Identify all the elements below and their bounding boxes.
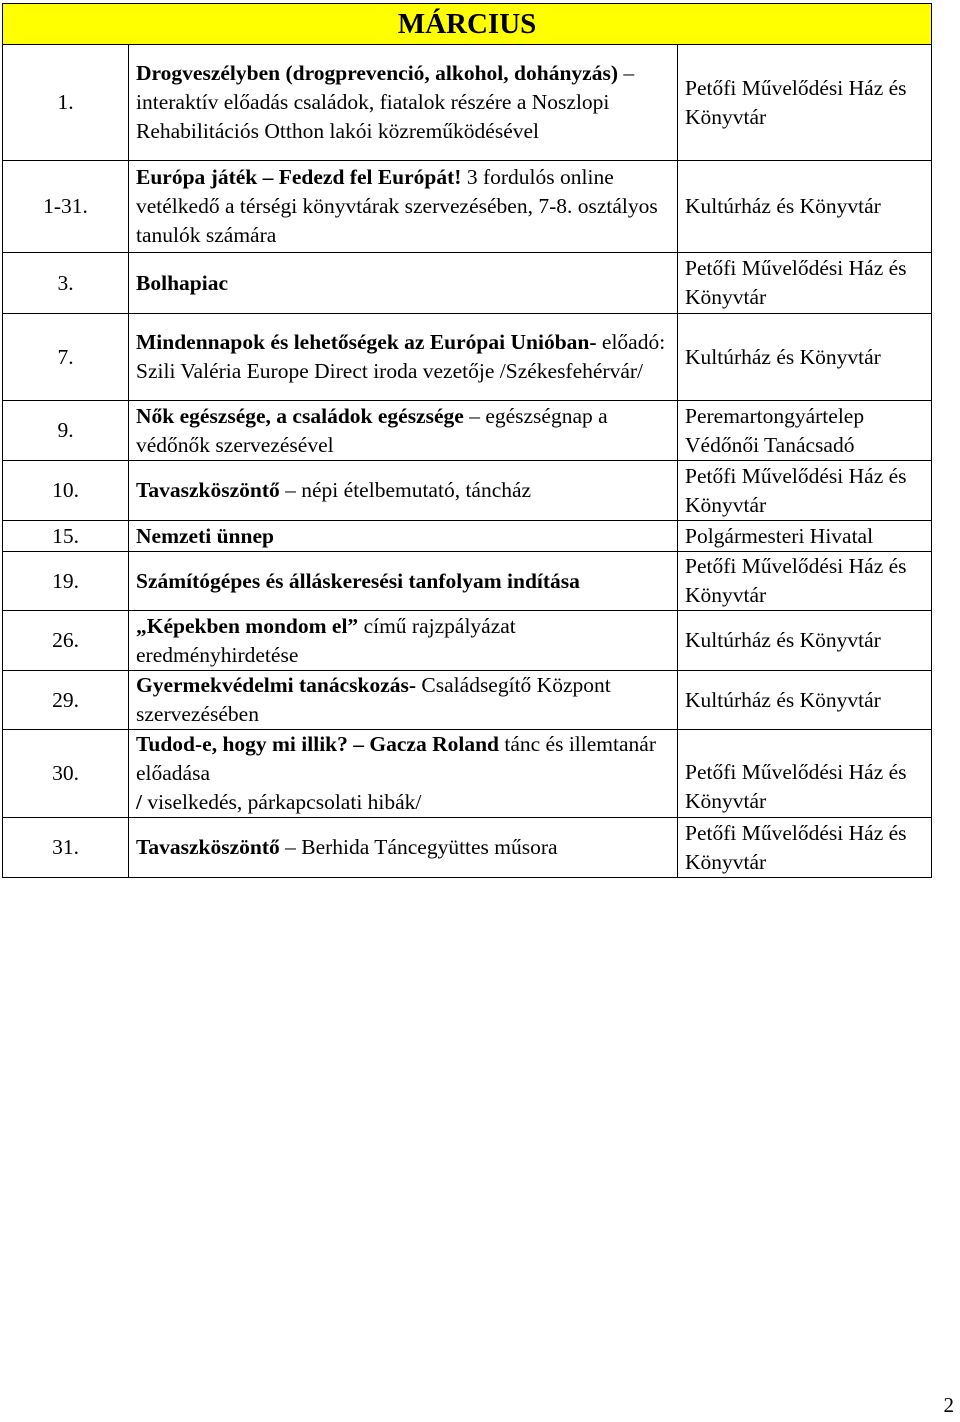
month-header-row	[3, 4, 932, 45]
event-title: Nemzeti ünnep	[136, 523, 274, 548]
event-day: 7.	[3, 314, 129, 401]
event-details: című rajzpályázat eredményhirdetése	[136, 613, 516, 667]
event-day: 1-31.	[3, 161, 129, 253]
event-title: Bolhapiac	[136, 270, 228, 295]
event-day: 30.	[3, 730, 129, 818]
table-row	[3, 45, 932, 161]
event-details-part: viselkedés, párkapcsolati hibák/	[141, 790, 422, 814]
event-location: Kultúrház és Könyvtár	[678, 161, 932, 253]
event-description	[129, 45, 678, 161]
event-details: – egészségnap a védőnők szervezésével	[136, 403, 608, 457]
event-description	[129, 818, 678, 878]
table-row	[3, 253, 932, 314]
event-title: Európa játék – Fedezd fel Európát!	[136, 165, 462, 189]
table-row	[3, 611, 932, 671]
event-title: Tudod-e, hogy mi illik? – Gacza Roland	[136, 732, 499, 756]
event-day: 19.	[3, 552, 129, 611]
page-number: 2	[943, 1393, 954, 1417]
event-location: Petőfi Művelődési Ház és Könyvtár	[678, 45, 932, 161]
event-title: Mindennapok és lehetőségek az Európai Unióban-	[136, 330, 597, 354]
month-title: MÁRCIUS	[3, 4, 932, 45]
event-location: Petőfi Művelődési Ház és Könyvtár	[678, 818, 932, 878]
event-location: Kultúrház és Könyvtár	[678, 611, 932, 671]
event-description	[129, 611, 678, 671]
event-details: 3 fordulós online vetélkedő a térségi könyvtárak szervezésében, 7-8. osztályos tanulók számára	[136, 165, 658, 247]
table-row	[3, 671, 932, 730]
event-location: Peremartongyártelep Védőnői Tanácsadó	[678, 401, 932, 461]
event-description	[129, 461, 678, 521]
event-details: Családsegítő Központ szervezésében	[136, 673, 611, 726]
event-description	[129, 161, 678, 253]
event-details: tánc és illemtanár előadása	[136, 732, 656, 785]
table-row	[3, 314, 932, 401]
event-title: Gyermekvédelmi tanácskozás-	[136, 673, 417, 697]
event-day: 1.	[3, 45, 129, 161]
event-description	[129, 552, 678, 611]
event-day: 26.	[3, 611, 129, 671]
event-title-part: /	[136, 790, 142, 814]
event-location: Petőfi Művelődési Ház és Könyvtár	[678, 253, 932, 314]
event-day: 9.	[3, 401, 129, 461]
event-description	[129, 253, 678, 314]
event-location: Petőfi Művelődési Ház és Könyvtár	[678, 730, 932, 818]
event-title: „Képekben mondom el”	[136, 613, 359, 638]
event-details: – interaktív előadás családok, fiatalok részére a Noszlopi Rehabilitációs Otthon lakói közreműködésével	[136, 61, 635, 143]
table-row	[3, 521, 932, 552]
event-day: 31.	[3, 818, 129, 878]
event-details: – népi ételbemutató, táncház	[279, 478, 532, 502]
event-details: előadó: Szili Valéria Europe Direct iroda vezetője /Székesfehérvár/	[136, 330, 666, 383]
event-location: Petőfi Művelődési Ház és Könyvtár	[678, 552, 932, 611]
event-day: 10.	[3, 461, 129, 521]
event-description	[129, 521, 678, 552]
event-title: Drogveszélyben (drogprevenció, alkohol, dohányzás)	[136, 61, 618, 85]
event-location: Petőfi Művelődési Ház és Könyvtár	[678, 461, 932, 521]
event-title: Tavaszköszöntő	[136, 478, 280, 502]
event-title: Tavaszköszöntő	[136, 835, 280, 859]
event-day: 15.	[3, 521, 129, 552]
table-row	[3, 552, 932, 611]
event-title: Számítógépes és álláskeresési tanfolyam indítása	[136, 568, 580, 593]
event-title: Nők egészsége, a családok egészsége	[136, 403, 464, 428]
march-schedule-table	[2, 3, 932, 878]
table-row	[3, 401, 932, 461]
table-row	[3, 461, 932, 521]
event-location: Kultúrház és Könyvtár	[678, 671, 932, 730]
table-row	[3, 818, 932, 878]
event-day: 29.	[3, 671, 129, 730]
event-location: Polgármesteri Hivatal	[678, 521, 932, 552]
event-description	[129, 401, 678, 461]
table-row	[3, 161, 932, 253]
event-location: Kultúrház és Könyvtár	[678, 314, 932, 401]
event-details: – Berhida Táncegyüttes műsora	[279, 835, 558, 859]
event-description	[129, 314, 678, 401]
table-row	[3, 730, 932, 818]
event-description	[129, 671, 678, 730]
event-description	[129, 730, 678, 818]
event-day: 3.	[3, 253, 129, 314]
